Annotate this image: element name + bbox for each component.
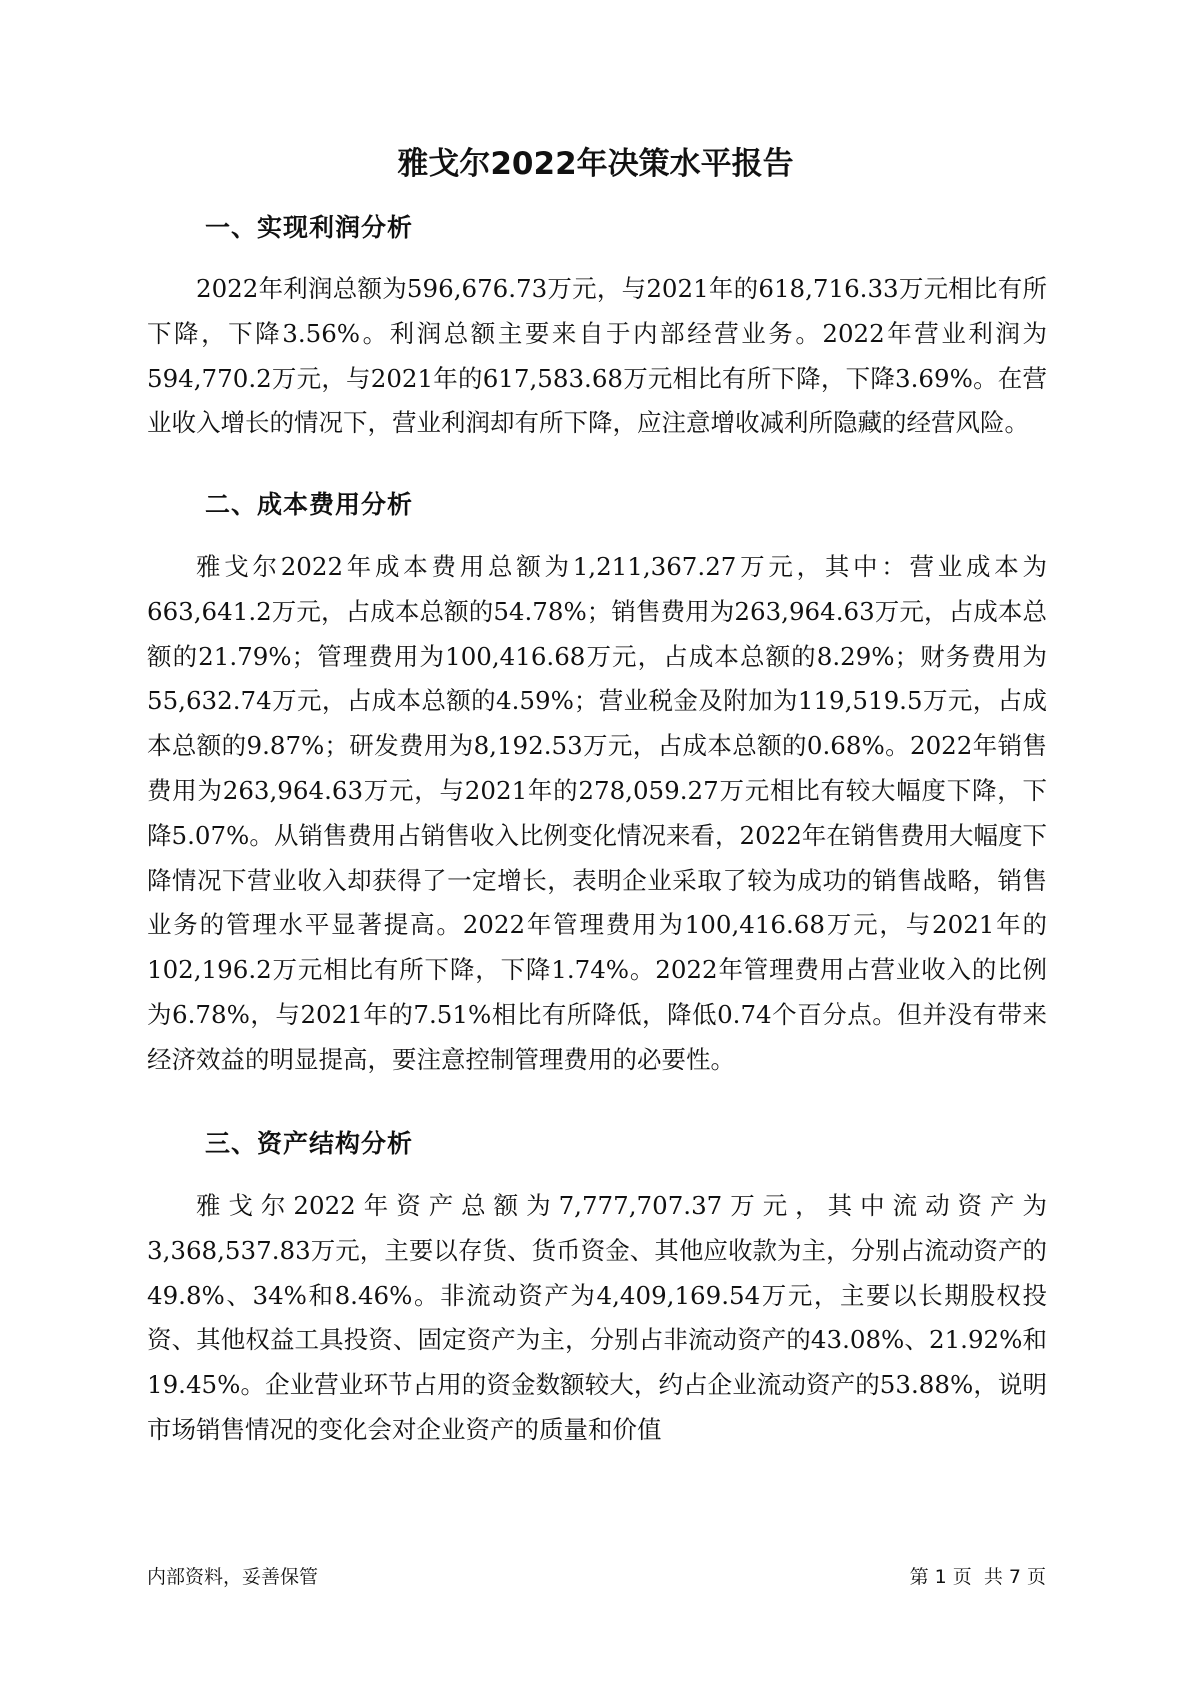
section-heading-assets: 三、资产结构分析 [205, 1129, 414, 1158]
section-paragraph-assets: 雅戈尔2022年资产总额为7,777,707.37万元，其中流动资产为3,368,537.83万元，主要以存货、货币资金、其他应收款为主，分别占流动资产的49.8%、34%和8.46%。非流动资产为4,409,169.54万元，主要以长期股权投资、其他权益工具投资、固定资产为主，分别占非流动资产的43.08%、21.92%和19.45%。企业营业环节占用的资金数额较大，约占企业流动资产的53.88%，说明市场销售情况的变化会对企业资产的质量和价值 [147, 1191, 1047, 1444]
footer-confidential-note: 内部资料，妥善保管 [147, 1566, 319, 1588]
section-paragraph-profit: 2022年利润总额为596,676.73万元，与2021年的618,716.33万元相比有所下降，下降3.56%。利润总额主要来自于内部经营业务。2022年营业利润为594,770.2万元，与2021年的617,583.68万元相比有所下降，下降3.69%。在营业收入增长的情况下，营业利润却有所下降，应注意增收减利所隐藏的经营风险。 [147, 274, 1047, 438]
document-title: 雅戈尔2022年决策水平报告 [397, 146, 794, 182]
section-heading-profit: 一、实现利润分析 [205, 213, 414, 242]
section-paragraph-cost: 雅戈尔2022年成本费用总额为1,211,367.27万元，其中：营业成本为663,641.2万元，占成本总额的54.78%；销售费用为263,964.63万元，占成本总额的21.79%；管理费用为100,416.68万元，占成本总额的8.29%；财务费用为55,632.74万元，占成本总额的4.59%；营业税金及附加为119,519.5万元，占成本总额的9.87%；研发费用为8,192.53万元，占成本总额的0.68%。2022年销售费用为263,964.63万元，与2021年的278,059.27万元相比有较大幅度下降，下降5.07%。从销售费用占销售收入比例变化情况来看，2022年在销售费用大幅度下降情况下营业收入却获得了一定增长，表明企业采取了较为成功的销售战略，销售业务的管理水平显著提高。2022年管理费用为100,416.68万元，与2021年的102,196.2万元相比有所下降，下降1.74%。2022年管理费用占营业收入的比例为6.78%，与2021年的7.51%相比有所降低，降低0.74个百分点。但并没有带来经济效益的明显提高，要注意控制管理费用的必要性。 [147, 552, 1047, 1074]
footer-page-number: 第 1 页 共 7 页 [909, 1566, 1046, 1588]
section-heading-cost: 二、成本费用分析 [205, 490, 414, 519]
